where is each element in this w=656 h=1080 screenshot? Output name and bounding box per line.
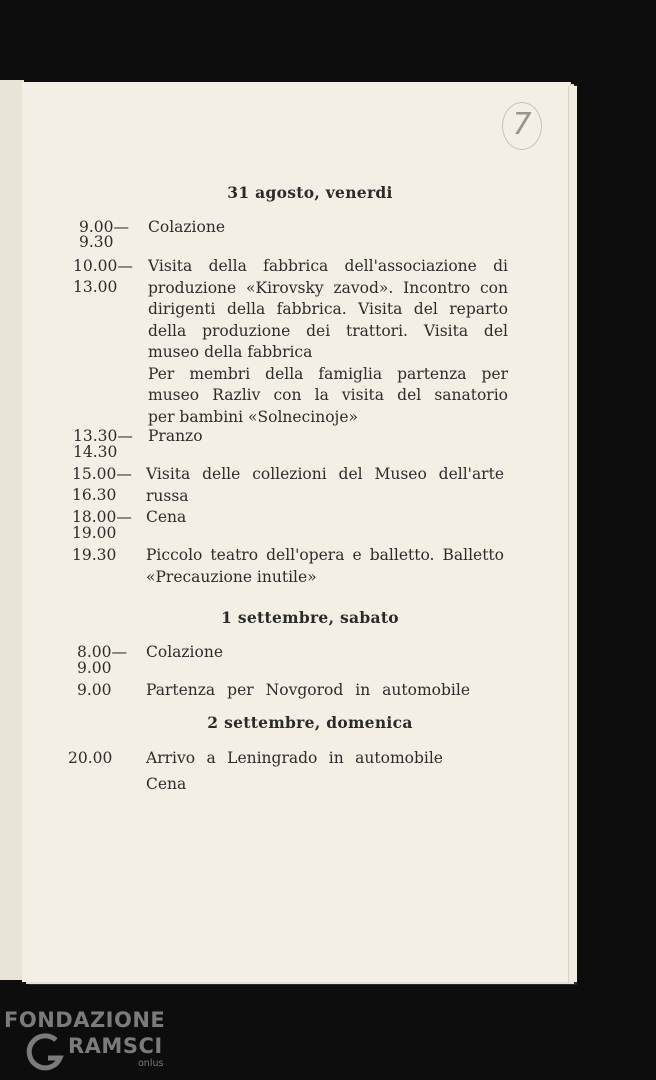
activity-description — [146, 680, 470, 702]
time-start: 9.00 — [77, 681, 112, 699]
activity-line: Per membri della famiglia partenza per — [148, 364, 508, 383]
activity-description — [148, 256, 508, 428]
activity-line: Visita della fabbrica dell'associazione di — [148, 257, 508, 275]
activity-line: produzione «Kirovsky zavod». Incontro con — [148, 278, 508, 297]
time-start: 9.00— — [79, 218, 130, 236]
time-start: 13.30— — [73, 427, 133, 445]
time-start: 20.00 — [68, 749, 113, 767]
activity-line: museo Razliv con la visita del sanatorio — [148, 386, 508, 404]
activity-line: dirigenti della fabbrica. Visita del reparto — [148, 300, 508, 318]
day-heading: 31 agosto, venerdi — [227, 183, 393, 202]
activity-line: museo della fabbrica — [148, 343, 313, 361]
activity-line: Colazione — [148, 218, 226, 236]
time-start: 10.00— — [73, 257, 133, 275]
activity-line: per bambini «Solnecinoje» — [148, 407, 358, 426]
day-heading: 2 settembre, domenica — [207, 713, 413, 732]
time-end: 16.30 — [72, 486, 117, 504]
activity-line: Arrivo a Leningrado in automobile — [146, 749, 443, 767]
activity-line: Pranzo — [148, 427, 203, 445]
activity-line: della produzione dei trattori. Visita del — [148, 321, 508, 340]
time-start: 15.00— — [72, 465, 132, 483]
logo-onlus: onlus — [138, 1058, 164, 1069]
time-end: 9.30 — [79, 233, 114, 251]
left-page-edge — [0, 80, 24, 980]
activity-description — [146, 464, 504, 507]
logo-line1: FONDAZIONE — [4, 1008, 166, 1032]
time-start: 8.00— — [77, 643, 128, 661]
page-edge — [568, 86, 577, 982]
logo-line2: RAMSCI — [68, 1034, 163, 1058]
activity-line: Colazione — [146, 643, 224, 661]
day-heading: 1 settembre, sabato — [221, 608, 399, 627]
activity-line: Visita delle collezioni del Museo dell'arte — [146, 465, 504, 483]
activity-description — [146, 748, 443, 770]
time-start: 18.00— — [72, 508, 132, 526]
time-end: 9.00 — [77, 659, 112, 677]
time-end: 14.30 — [73, 443, 118, 461]
time-end: 13.00 — [73, 278, 118, 296]
time-start: 19.30 — [72, 546, 117, 564]
logo-g-icon — [26, 1032, 66, 1072]
activity-line: «Precauzione inutile» — [146, 567, 317, 586]
time-end: 19.00 — [72, 524, 117, 542]
activity-line: Cena — [146, 508, 187, 526]
fondazione-gramsci-logo — [4, 1008, 174, 1078]
activity-description — [146, 545, 504, 588]
activity-line: russa — [146, 486, 189, 505]
activity-line: Cena — [146, 775, 187, 793]
activity-line: Piccolo teatro dell'opera e balletto. Balletto — [146, 546, 504, 564]
handwritten-page-number: 7 — [502, 102, 542, 150]
activity-line: Partenza per Novgorod in automobile — [146, 681, 470, 699]
